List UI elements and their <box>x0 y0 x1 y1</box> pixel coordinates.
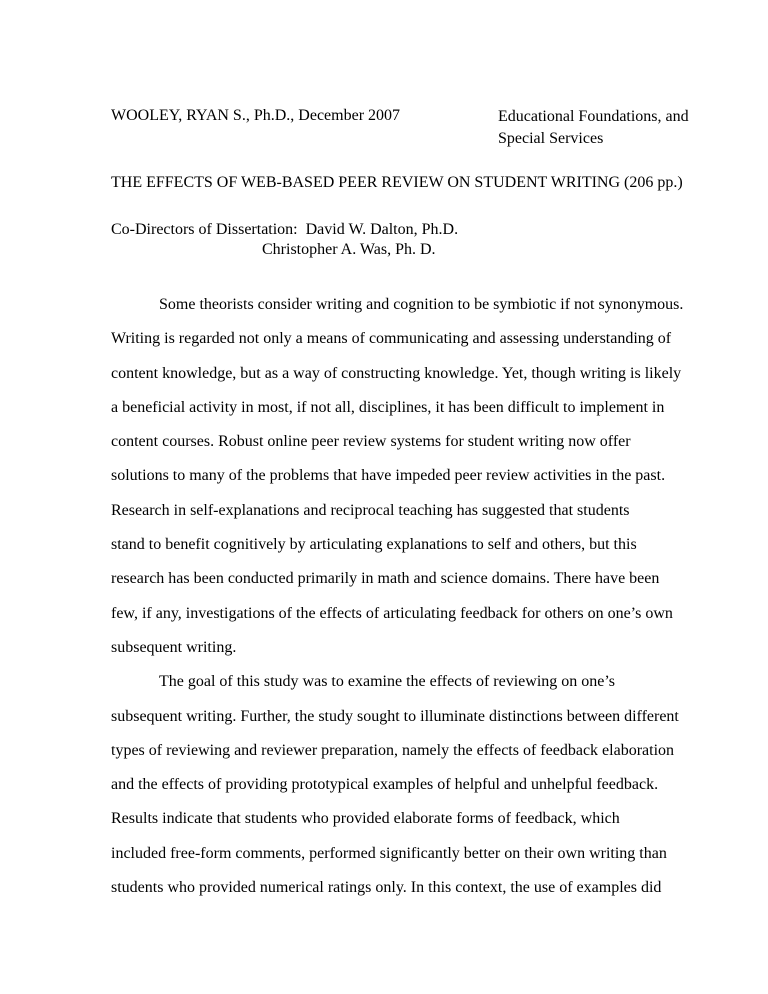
author-line: WOOLEY, RYAN S., Ph.D., December 2007 <box>111 107 401 124</box>
abstract-line: students who provided numerical ratings only. In this context, the use of examples did <box>111 879 662 897</box>
abstract-line: Research in self-explanations and reciprocal teaching has suggested that students <box>111 501 630 519</box>
dissertation-title: THE EFFECTS OF WEB-BASED PEER REVIEW ON STUDENT WRITING (206 pp.) <box>111 174 683 191</box>
abstract-line: The goal of this study was to examine the effects of reviewing on one’s <box>159 673 616 691</box>
abstract-line: content knowledge, but as a way of constructing knowledge. Yet, though writing is likely <box>111 364 682 382</box>
abstract-line: Results indicate that students who provided elaborate forms of feedback, which <box>111 810 620 828</box>
abstract-line: research has been conducted primarily in math and science domains. There have been <box>111 570 660 588</box>
abstract-line: subsequent writing. Further, the study sought to illuminate distinctions between different <box>111 707 679 725</box>
co-directors-line-2: Christopher A. Was, Ph. D. <box>262 241 436 258</box>
department-line-2: Special Services <box>498 130 604 147</box>
co-directors-block <box>111 220 458 260</box>
abstract-line: included free-form comments, performed significantly better on their own writing than <box>111 844 667 862</box>
abstract-line: and the effects of providing prototypical examples of helpful and unhelpful feedback. <box>111 776 659 794</box>
abstract-line: Some theorists consider writing and cognition to be symbiotic if not synonymous. <box>159 296 684 313</box>
abstract-line: a beneficial activity in most, if not all, disciplines, it has been difficult to implement in <box>111 398 665 416</box>
abstract-body <box>111 288 684 905</box>
abstract-line: few, if any, investigations of the effects of articulating feedback for others on one’s own <box>111 604 673 622</box>
abstract-line: types of reviewing and reviewer preparation, namely the effects of feedback elaboration <box>111 741 675 759</box>
abstract-line: content courses. Robust online peer review systems for student writing now offer <box>111 433 631 451</box>
abstract-line: Writing is regarded not only a means of communicating and assessing understanding of <box>111 330 672 348</box>
co-directors-line-1: Co-Directors of Dissertation: David W. Dalton, Ph.D. <box>111 221 459 238</box>
department-block <box>498 106 689 150</box>
abstract-line: subsequent writing. <box>111 638 237 656</box>
department-line-1: Educational Foundations, and <box>498 108 689 125</box>
abstract-line: solutions to many of the problems that have impeded peer review activities in the past. <box>111 467 666 485</box>
abstract-line: stand to benefit cognitively by articulating explanations to self and others, but this <box>111 536 637 554</box>
